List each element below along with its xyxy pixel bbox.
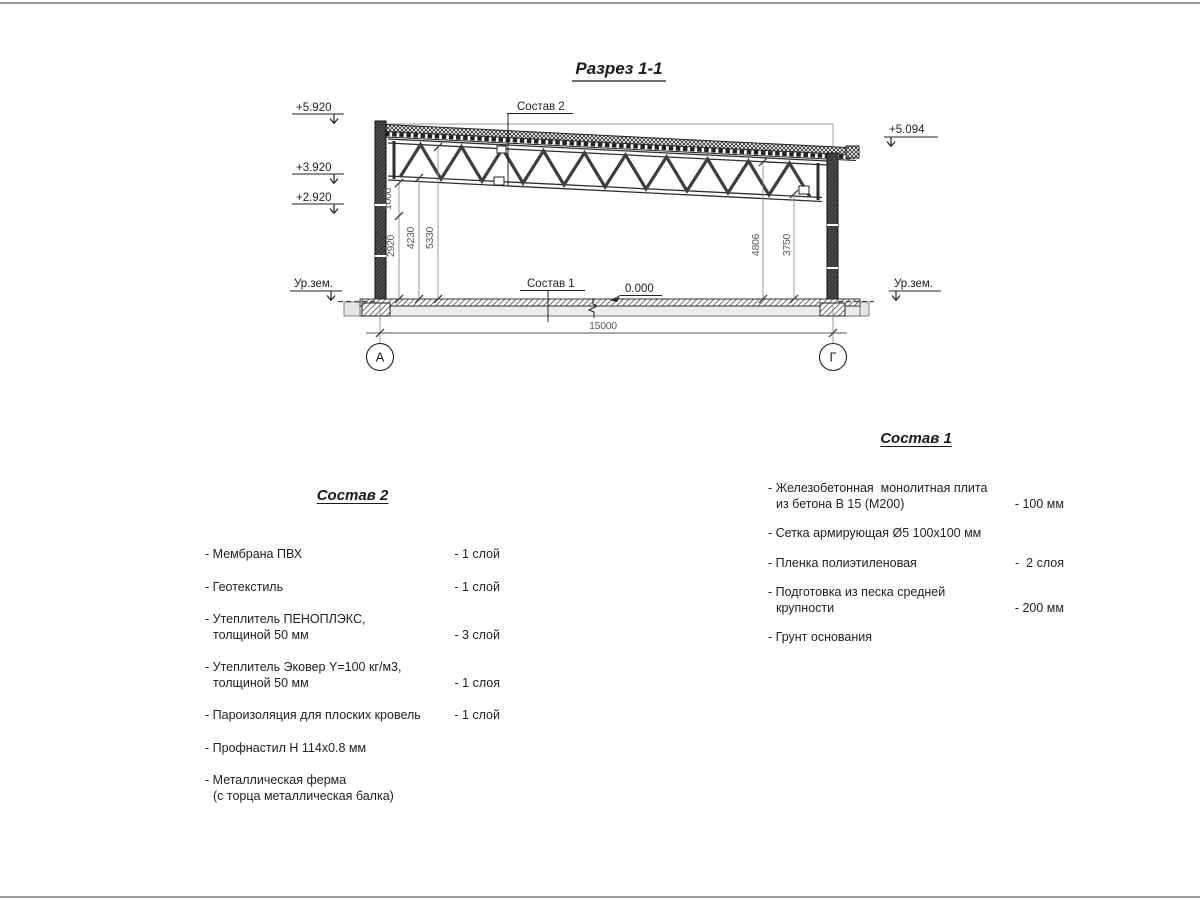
item-text: толщиной 50 мм <box>213 675 309 690</box>
list-item <box>768 481 1064 512</box>
item-value: - 1 слоя <box>454 675 500 690</box>
elevation-3920: +3.920 <box>296 162 332 174</box>
list-item <box>205 660 500 691</box>
item-text: (с торца металлическая балка) <box>213 788 394 803</box>
dimension-ticks <box>395 143 798 303</box>
sostav2-list <box>205 487 500 821</box>
list-item <box>768 630 1064 646</box>
list-item <box>205 708 500 724</box>
axis-g-label: Г <box>829 349 837 365</box>
sostav2-heading: Состав 2 <box>316 487 389 504</box>
item-text: - Подготовка из песка средней <box>768 585 946 599</box>
elevation-2920: +2.920 <box>296 192 332 204</box>
item-text: - Утеплитель Эковер Y=100 кг/м3, <box>205 660 402 674</box>
item-text: - Утеплитель ПЕНОПЛЭКС, <box>205 612 366 626</box>
left-wall <box>375 121 386 306</box>
ground-level-right: Ур.зем. <box>894 278 934 290</box>
drawing-title-text: Разрез 1-1 <box>575 59 663 78</box>
list-item <box>768 556 1064 572</box>
item-value: - 1 слой <box>454 579 500 594</box>
item-text: - Железобетонная монолитная плита <box>768 481 988 495</box>
item-text: крупности <box>776 600 835 615</box>
right-wall <box>827 153 838 306</box>
dim-4230: 4230 <box>405 226 417 250</box>
vertical-dimension-labels <box>382 187 793 257</box>
floor-underlay <box>360 306 860 316</box>
elevation-marks-right <box>884 124 941 301</box>
floor-slab <box>338 298 874 318</box>
item-value: - 100 мм <box>1014 496 1064 511</box>
item-text: - Мембрана ПВХ <box>205 547 303 561</box>
item-text: - Профнастил Н 114х0.8 мм <box>205 740 367 755</box>
item-text: - Геотекстиль <box>205 579 284 594</box>
list-item <box>205 580 500 596</box>
list-item <box>768 585 1064 616</box>
dim-3750: 3750 <box>781 233 793 257</box>
item-value: - 3 слой <box>454 627 500 642</box>
item-text: толщиной 50 мм <box>213 627 309 642</box>
item-value: - 1 слой <box>454 708 500 722</box>
footing-left <box>362 303 390 316</box>
section-drawing <box>0 0 1200 420</box>
sostav1-heading: Состав 1 <box>880 430 952 447</box>
item-text: - Металлическая ферма <box>205 773 347 787</box>
dim-2920: 2920 <box>385 234 397 258</box>
elevation-marks-left <box>290 102 344 301</box>
item-text: - Пленка полиэтиленовая <box>768 555 917 570</box>
dim-1000: 1000 <box>382 187 394 211</box>
zero-level-label: 0.000 <box>625 283 654 295</box>
page-bottom-rule <box>0 896 1200 898</box>
item-text: из бетона В 15 (М200) <box>776 496 905 511</box>
list-item <box>768 526 1064 542</box>
item-value: - 200 мм <box>1014 600 1064 615</box>
item-value: - 1 слой <box>454 547 500 561</box>
list-item <box>205 741 500 757</box>
item-value: - 2 слоя <box>1015 555 1064 570</box>
list-item <box>205 612 500 643</box>
axis-bubble-g <box>820 344 847 371</box>
list-item <box>205 773 500 804</box>
elevation-5920: +5.920 <box>296 102 332 114</box>
callout-sostav1-label: Состав 1 <box>527 278 575 290</box>
axis-a-label: А <box>375 349 385 365</box>
elevation-5094: +5.094 <box>889 124 925 136</box>
item-text: - Пароизоляция для плоских кровель <box>205 708 421 722</box>
ground-level-left: Ур.зем. <box>294 278 334 290</box>
dim-5330: 5330 <box>424 226 436 250</box>
sostav1-list <box>768 430 1064 660</box>
roof-edge-cap <box>846 146 859 158</box>
footing-right <box>820 303 845 316</box>
item-text: - Сетка армирующая Ø5 100х100 мм <box>768 526 982 540</box>
axis-bubble-a <box>367 344 394 371</box>
dim-4806: 4806 <box>750 233 762 257</box>
list-item <box>205 547 500 563</box>
callout-sostav2-label: Состав 2 <box>517 101 565 113</box>
span-dimension-label: 15000 <box>589 320 617 332</box>
drawing-title <box>572 59 666 81</box>
item-text: - Грунт основания <box>768 630 873 644</box>
